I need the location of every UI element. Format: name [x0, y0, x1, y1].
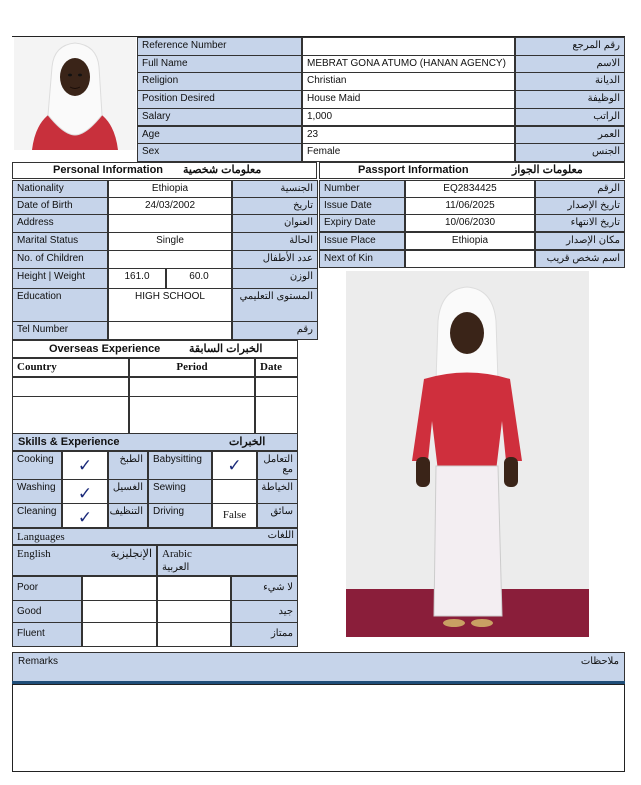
personal-label: Address	[12, 214, 108, 233]
header-label-ar: الوظيفة	[515, 90, 625, 109]
personal-label-ar: رقم	[232, 321, 318, 340]
remarks-label: Remarks	[18, 656, 59, 667]
overseas-col-header: Country	[12, 358, 129, 377]
remarks-row	[12, 652, 625, 682]
passport-label-ar: مكان الإصدار	[535, 232, 625, 250]
skills-title-ar: الخبرات	[229, 436, 266, 448]
overseas-col-header: Date	[255, 358, 298, 377]
header-label: Salary	[137, 108, 302, 127]
header-value	[302, 37, 515, 56]
full-body-photo	[346, 271, 589, 637]
personal-label: No. of Children	[12, 250, 108, 269]
passport-label: Number	[319, 180, 405, 198]
overseas-cell	[12, 396, 129, 434]
passport-label-ar: الرقم	[535, 180, 625, 198]
passport-photo	[14, 37, 136, 150]
personal-label-ar: تاريخ	[232, 197, 318, 215]
skill-label: Cleaning	[12, 503, 62, 528]
overseas-cell	[255, 377, 298, 397]
language-english: English	[12, 545, 157, 576]
personal-info-title-ar: معلومات شخصية	[183, 164, 262, 176]
skill-label-ar: التعامل مع	[257, 451, 298, 480]
header-value: MEBRAT GONA ATUMO (HANAN AGENCY)	[302, 55, 515, 74]
language-arabic-ar: العربية	[162, 562, 190, 573]
languages-title: Languages	[12, 528, 298, 545]
header-label-ar: رقم المرجع	[515, 37, 625, 56]
skill-label-ar: سائق	[257, 503, 298, 528]
header-value: House Maid	[302, 90, 515, 109]
personal-label-ar: الوزن	[232, 268, 318, 289]
language-arabic: Arabic	[157, 545, 298, 576]
overseas-cell	[129, 377, 255, 397]
skill-check-icon: ✓	[212, 451, 257, 480]
personal-label: Date of Birth	[12, 197, 108, 215]
weight-value: 60.0	[166, 268, 232, 289]
passport-info-header	[319, 162, 625, 179]
skill-label: Cooking	[12, 451, 62, 480]
passport-value: EQ2834425	[405, 180, 535, 198]
language-cell-arabic	[157, 622, 231, 647]
passport-info-title: Passport Information	[358, 164, 469, 176]
header-value: 23	[302, 126, 515, 145]
skill-value: False	[212, 503, 257, 528]
personal-value	[108, 321, 232, 340]
passport-label: Next of Kin	[319, 250, 405, 268]
skill-label-ar: التنظيف	[108, 503, 148, 528]
personal-label-ar: الحالة	[232, 232, 318, 251]
skill-label: Babysitting	[148, 451, 212, 480]
personal-label: Nationality	[12, 180, 108, 198]
header-label-ar: العمر	[515, 126, 625, 145]
personal-value	[108, 250, 232, 269]
header-label: Position Desired	[137, 90, 302, 109]
header-label-ar: الراتب	[515, 108, 625, 127]
remarks-box	[12, 684, 625, 772]
header-label: Age	[137, 126, 302, 145]
header-label: Sex	[137, 143, 302, 162]
personal-label: Height | Weight	[12, 268, 108, 289]
personal-info-title: Personal Information	[53, 164, 164, 176]
header-label: Full Name	[137, 55, 302, 74]
passport-label: Issue Place	[319, 232, 405, 250]
passport-label-ar: اسم شخص قريب	[535, 250, 625, 268]
header-label-ar: الجنس	[515, 143, 625, 162]
remarks-label-ar: ملاحظات	[580, 656, 619, 667]
overseas-cell	[255, 396, 298, 434]
header-value: Female	[302, 143, 515, 162]
personal-label-ar: الجنسية	[232, 180, 318, 198]
skill-value-empty	[212, 479, 257, 504]
language-level-label-ar: ممتاز	[231, 622, 298, 647]
skills-header	[12, 433, 298, 451]
height-value: 161.0	[108, 268, 166, 289]
passport-label: Expiry Date	[319, 214, 405, 232]
personal-value: HIGH SCHOOL	[108, 288, 232, 322]
overseas-col-header: Period	[129, 358, 255, 377]
passport-value: Ethiopia	[405, 232, 535, 250]
passport-label: Issue Date	[319, 197, 405, 215]
overseas-title-ar: الخبرات السابقة	[189, 343, 263, 355]
personal-value: Ethiopia	[108, 180, 232, 198]
header-value: Christian	[302, 72, 515, 91]
language-english-ar: الإنجليزية	[110, 548, 152, 560]
personal-label: Tel Number	[12, 321, 108, 340]
personal-info-header	[12, 162, 317, 179]
languages-title-ar: اللغات	[267, 530, 294, 541]
language-level-label: Fluent	[12, 622, 82, 647]
skill-label: Driving	[148, 503, 212, 528]
language-cell-arabic	[157, 576, 231, 601]
language-level-label: Good	[12, 600, 82, 623]
personal-value	[108, 214, 232, 233]
overseas-header	[12, 340, 298, 358]
overseas-cell	[129, 396, 255, 434]
personal-label-ar: العنوان	[232, 214, 318, 233]
personal-label: Education	[12, 288, 108, 322]
skills-title: Skills & Experience	[18, 436, 120, 448]
passport-value	[405, 250, 535, 268]
personal-value: Single	[108, 232, 232, 251]
skill-label-ar: الخياطة	[257, 479, 298, 504]
skill-check-icon: ✓	[62, 451, 108, 480]
header-label: Religion	[137, 72, 302, 91]
overseas-title: Overseas Experience	[49, 343, 161, 355]
header-label: Reference Number	[137, 37, 302, 56]
language-cell-english	[82, 600, 157, 623]
personal-label-ar: عدد الأطفال	[232, 250, 318, 269]
skill-label-ar: الغسيل	[108, 479, 148, 504]
passport-value: 11/06/2025	[405, 197, 535, 215]
passport-label-ar: تاريخ الانتهاء	[535, 214, 625, 232]
language-cell-english	[82, 622, 157, 647]
personal-label: Marital Status	[12, 232, 108, 251]
passport-value: 10/06/2030	[405, 214, 535, 232]
language-cell-english	[82, 576, 157, 601]
skill-label-ar: الطبخ	[108, 451, 148, 480]
language-level-label: Poor	[12, 576, 82, 601]
passport-label-ar: تاريخ الإصدار	[535, 197, 625, 215]
header-label-ar: الاسم	[515, 55, 625, 74]
personal-value: 24/03/2002	[108, 197, 232, 215]
language-level-label-ar: لا شيء	[231, 576, 298, 601]
personal-label-ar: المستوى التعليمي	[232, 288, 318, 322]
overseas-cell	[12, 377, 129, 397]
language-cell-arabic	[157, 600, 231, 623]
passport-info-title-ar: معلومات الجواز	[512, 164, 583, 176]
skill-label: Sewing	[148, 479, 212, 504]
skill-check-icon: ✓	[62, 503, 108, 528]
header-value: 1,000	[302, 108, 515, 127]
header-label-ar: الديانة	[515, 72, 625, 91]
skill-label: Washing	[12, 479, 62, 504]
skill-check-icon: ✓	[62, 479, 108, 504]
language-level-label-ar: جيد	[231, 600, 298, 623]
